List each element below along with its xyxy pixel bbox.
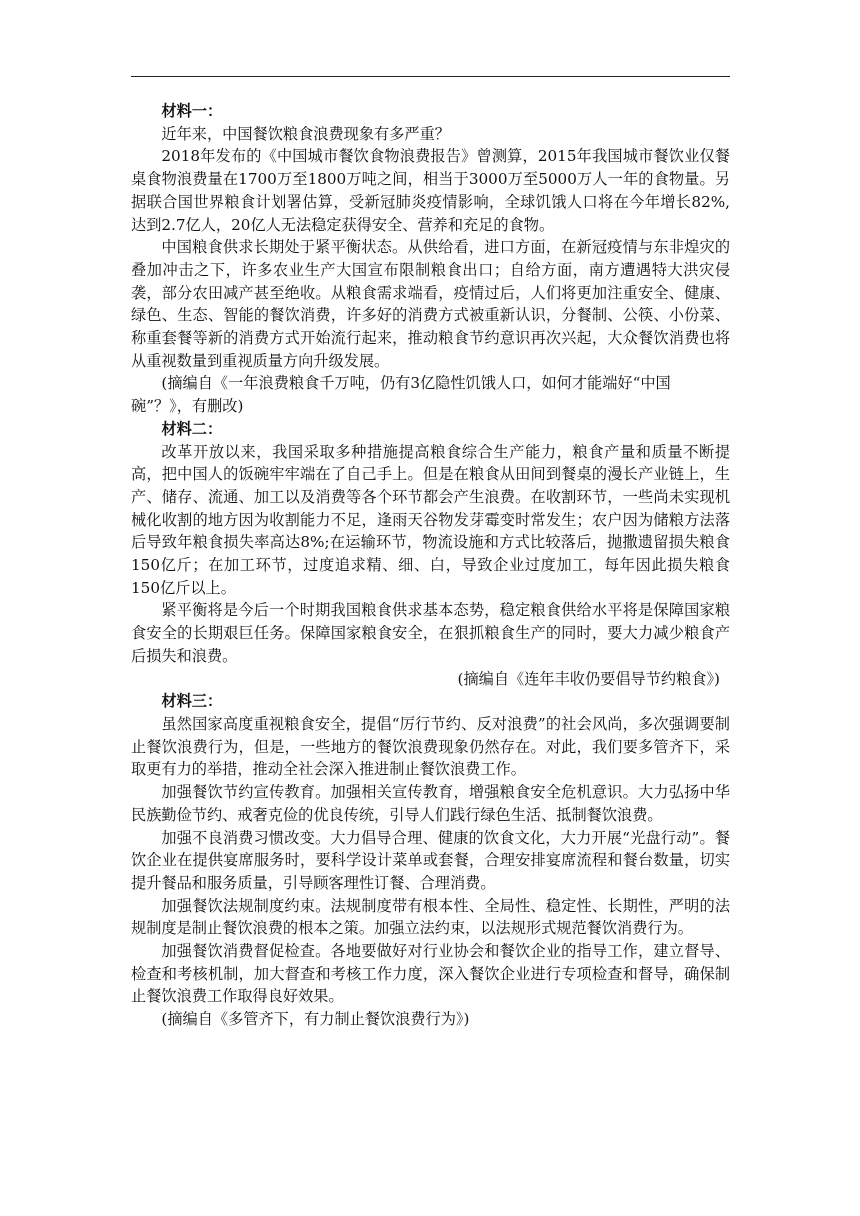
material-1-source: (摘编自《一年浪费粮食千万吨，仍有3亿隐性饥饿人口，如何才能端好“中国碗”？》，有删改) xyxy=(131,374,671,416)
material-3-paragraph: 加强餐饮节约宣传教育。加强相关宣传教育，增强粮食安全危机意识。大力弘扬中华民族勤俭节约、戒奢克俭的优良传统，引导人们践行绿色生活、抵制餐饮浪费。 xyxy=(131,783,730,824)
material-3-paragraph: 加强不良消费习惯改变。大力倡导合理、健康的饮食文化，大力开展“光盘行动”。餐饮企业在提供宴席服务时，要科学设计菜单或套餐，合理安排宴席流程和餐台数量，切实提升餐品和服务质量，引导顾客理性订餐、合理消费。 xyxy=(131,828,730,892)
material-3-heading: 材料三： xyxy=(161,692,223,711)
material-1-paragraph: 中国粮食供求长期处于紧平衡状态。从供给看，进口方面，在新冠疫情与东非煌灾的叠加冲击之下，许多农业生产大国宣布限制粮食出口；自给方面，南方遭遇特大洪灾侵袭，部分农田减产甚至绝收。从粮食需求端看，疫情过后，人们将更加注重安全、健康、绿色、生态、智能的餐饮消费，许多好的消费方式被重新认识，分餐制、公筷、小份菜、称重套餐等新的消费方式开始流行起来，推动粮食节约意识再次兴起，大众餐饮消费也将从重视数量到重视质量方向升级发展。 xyxy=(131,238,730,370)
material-3-paragraph: 虽然国家高度重视粮食安全，提倡“厉行节约、反对浪费”的社会风尚，多次强调要制止餐饮浪费行为，但是，一些地方的餐饮浪费现象仍然存在。对此，我们要多管齐下，采取更有力的举措，推动全社会深入推进制止餐饮浪费工作。 xyxy=(131,714,730,779)
material-1-heading: 材料一： xyxy=(161,102,223,120)
material-2-source: (摘编自《连年丰收仍要倡导节约粮食》) xyxy=(457,669,720,688)
material-2-heading: 材料二： xyxy=(161,419,223,438)
header-rule xyxy=(131,76,730,77)
material-2-paragraph: 改革开放以来，我国采取多种措施提高粮食综合生产能力，粮食产量和质量不断提高，把中国人的饭碗牢牢端在了自己手上。但是在粮食从田间到餐桌的漫长产业链上，生产、储存、流通、加工以及消费等各个环节都会产生浪费。在收割环节，一些尚未实现机械化收割的地方因为收割能力不足，逢雨天谷物发芽霉变时常发生；农户因为储粮方法落后导致年粮食损失率高达8%;在运输环节，物流设施和方式比较落后，抛撒遗留损失粮食150亿斤；在加工环节，过度追求精、细、白，导致企业过度加工，每年因此损失粮食150亿斤以上。 xyxy=(131,442,730,597)
material-3-paragraph: 加强餐饮消费督促检查。各地要做好对行业协会和餐饮企业的指导工作，建立督导、检查和考核机制，加大督查和考核工作力度，深入餐饮企业进行专项检查和督导，确保制止餐饮浪费工作取得良好效果。 xyxy=(131,942,730,1006)
material-1-paragraph: 近年来，中国餐饮粮食浪费现象有多严重？ xyxy=(161,124,450,143)
material-3-source: (摘编自《多管齐下，有力制止餐饮浪费行为》) xyxy=(161,1010,470,1029)
document-body xyxy=(131,100,730,1031)
material-2-paragraph: 紧平衡将是今后一个时期我国粮食供求基本态势，稳定粮食供给水平将是保障国家粮食安全的长期艰巨任务。保障国家粮食安全，在狠抓粮食生产的同时，要大力减少粮食产后损失和浪费。 xyxy=(131,601,730,665)
material-1-paragraph: 2018年发布的《中国城市餐饮食物浪费报告》曾测算，2015年我国城市餐饮业仅餐桌食物浪费量在1700万至1800万吨之间，相当于3000万至5000万人一年的食物量。另据联合国世界粮食计划署估算，受新冠肺炎疫情影响，全球饥饿人口将在今年增长82%,达到2.7亿人，20亿人无法稳定获得安全、营养和充足的食物。 xyxy=(131,147,730,234)
material-3-paragraph: 加强餐饮法规制度约束。法规制度带有根本性、全局性、稳定性、长期性，严明的法规制度是制止餐饮浪费的根本之策。加强立法约束，以法规形式规范餐饮消费行为。 xyxy=(131,896,730,938)
